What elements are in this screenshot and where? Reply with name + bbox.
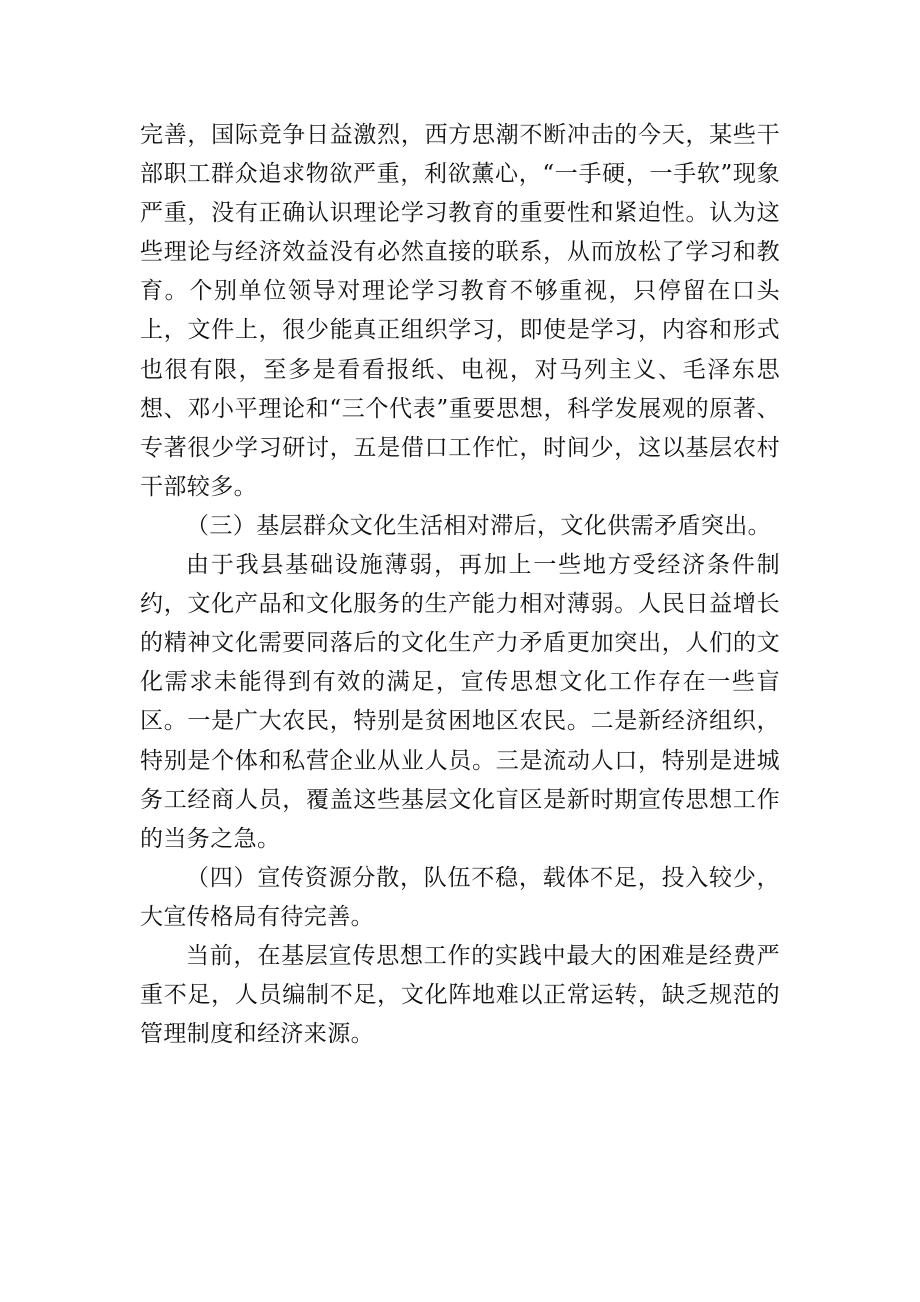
document-page xyxy=(140,116,780,1054)
paragraph-funding-shortage: 当前，在基层宣传思想工作的实践中最大的困难是经费严重不足，人员编制不足，文化阵地难以正常运转，缺乏规范的管理制度和经济来源。 xyxy=(140,942,780,1048)
paragraph-continued-text: 完善，国际竞争日益激烈，西方思潮不断冲击的今天，某些干部职工群众追求物欲严重，利欲薰心，“一手硬，一手软”现象严重，没有正确认识理论学习教育的重要性和紧迫性。认为这些理论与经济效益没有必然直接的联系，从而放松了学习和教育。个别单位领导对理论学习教育不够重视，只停留在口头上，文件上，很少能真正组织学习，即使是学习，内容和形式也很有限，至多是看看报纸、电视，对马列主义、毛泽东思想、邓小平理论和“三个代表”重要思想，科学发展观的原著、专著很少学习研讨，五是借口工作忙，时间少，这以基层农村干部较多。 xyxy=(140,122,780,500)
section-heading-three: （三）基层群众文化生活相对滞后，文化供需矛盾突出。 xyxy=(186,512,771,539)
section-heading-four: （四）宣传资源分散，队伍不稳，载体不足，投入较少，大宣传格局有待完善。 xyxy=(140,864,780,930)
paragraph-cultural-supply: 由于我县基础设施薄弱，再加上一些地方受经济条件制约，文化产品和文化服务的生产能力相对薄弱。人民日益增长的精神文化需要同落后的文化生产力矛盾更加突出，人们的文化需求未能得到有效的满足，宣传思想文化工作存在一些盲区。一是广大农民，特别是贫困地区农民。二是新经济组织，特别是个体和私营企业从业人员。三是流动人口，特别是进城务工经商人员，覆盖这些基层文化盲区是新时期宣传思想工作的当务之急。 xyxy=(140,552,780,852)
